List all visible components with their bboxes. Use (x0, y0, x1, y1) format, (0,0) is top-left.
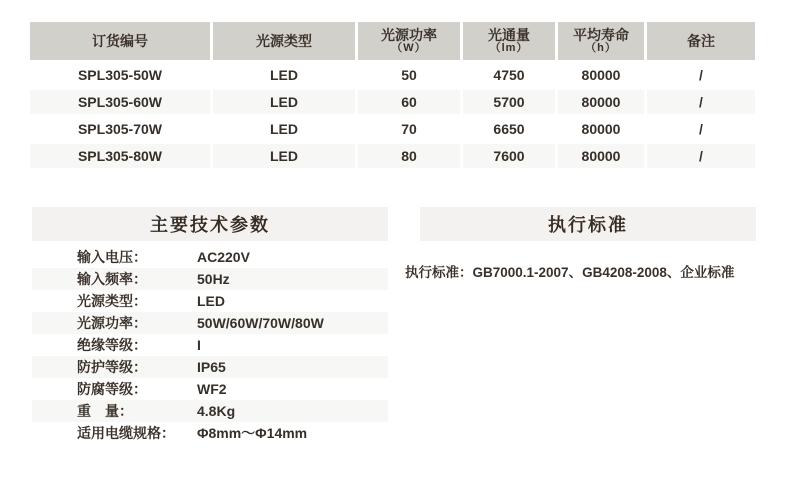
cell-lifespan: 80000 (581, 67, 621, 83)
param-value: Φ8mm～Φ14mm (197, 425, 308, 441)
param-value: WF2 (197, 381, 227, 397)
cell-source-type: LED (213, 90, 355, 114)
cell-power: 80 (358, 144, 460, 168)
header-label: 订货编号 (92, 32, 148, 49)
cell-source-type: LED (270, 67, 298, 83)
standards-title: 执行标准 (420, 207, 756, 241)
cell-lifespan: 80000 (558, 144, 644, 168)
cell-remark: / (647, 144, 755, 168)
param-value: LED (197, 293, 225, 309)
cell-source-type: LED (270, 121, 298, 137)
header-label: 光通量 (488, 26, 530, 43)
param-value: IP65 (197, 359, 226, 375)
param-row-input-frequency (32, 268, 388, 290)
cell-remark: / (699, 67, 703, 83)
param-row-insulation-class (32, 334, 388, 356)
param-row-source-power (32, 312, 388, 334)
cell-remark: / (699, 121, 703, 137)
header-avg-lifespan (558, 22, 644, 60)
cell-source-type: LED (213, 144, 355, 168)
param-row-source-type (32, 290, 388, 312)
header-order-no (30, 22, 210, 60)
tech-params-title: 主要技术参数 (32, 207, 388, 241)
param-row-anticorrosion-rating (32, 378, 388, 400)
param-row-cable-spec (32, 422, 388, 444)
header-unit: （W） (391, 41, 427, 54)
header-label: 备注 (687, 32, 715, 49)
cell-remark: / (647, 90, 755, 114)
header-source-power (358, 22, 460, 60)
cell-order-no: SPL305-70W (77, 121, 163, 137)
param-label: 重 量： (77, 403, 133, 419)
cell-power: 60 (358, 90, 460, 114)
param-row-protection-rating (32, 356, 388, 378)
cell-lifespan: 80000 (558, 90, 644, 114)
cell-order-no: SPL305-80W (30, 144, 210, 168)
cell-flux: 4750 (493, 67, 525, 83)
cell-lifespan: 80000 (581, 121, 621, 137)
spec-table (30, 22, 755, 168)
param-label: 防护等级： (77, 359, 147, 375)
param-row-input-voltage (32, 246, 388, 268)
param-value: 4.8Kg (197, 403, 236, 419)
header-label: 光源功率 (381, 26, 437, 43)
param-row-weight (32, 400, 388, 422)
param-label: 输入频率： (77, 271, 147, 287)
cell-order-no: SPL305-50W (77, 67, 163, 83)
cell-order-no: SPL305-60W (30, 90, 210, 114)
param-label: 光源类型： (77, 293, 147, 309)
header-unit: （lm） (489, 41, 529, 54)
param-value: 50Hz (197, 271, 230, 287)
header-label: 平均寿命 (573, 26, 629, 43)
cell-flux: 5700 (463, 90, 555, 114)
param-value: I (197, 337, 201, 353)
header-unit: （h） (585, 41, 617, 54)
cell-power: 70 (401, 121, 417, 137)
param-label: 防腐等级： (77, 381, 147, 397)
tech-params-list (32, 246, 388, 444)
header-remark (647, 22, 755, 60)
cell-flux: 6650 (493, 121, 525, 137)
param-value: AC220V (197, 249, 250, 265)
cell-power: 50 (401, 67, 417, 83)
param-label: 适用电缆规格： (77, 425, 175, 441)
param-label: 输入电压： (77, 249, 147, 265)
param-label: 光源功率： (77, 315, 147, 331)
param-label: 绝缘等级： (77, 337, 147, 353)
standards-text: 执行标准：GB7000.1-2007、GB4208-2008、企业标准 (405, 265, 735, 280)
header-label: 光源类型 (256, 32, 312, 49)
cell-flux: 7600 (463, 144, 555, 168)
header-source-type (213, 22, 355, 60)
param-value: 50W/60W/70W/80W (197, 315, 324, 331)
header-luminous-flux (463, 22, 555, 60)
